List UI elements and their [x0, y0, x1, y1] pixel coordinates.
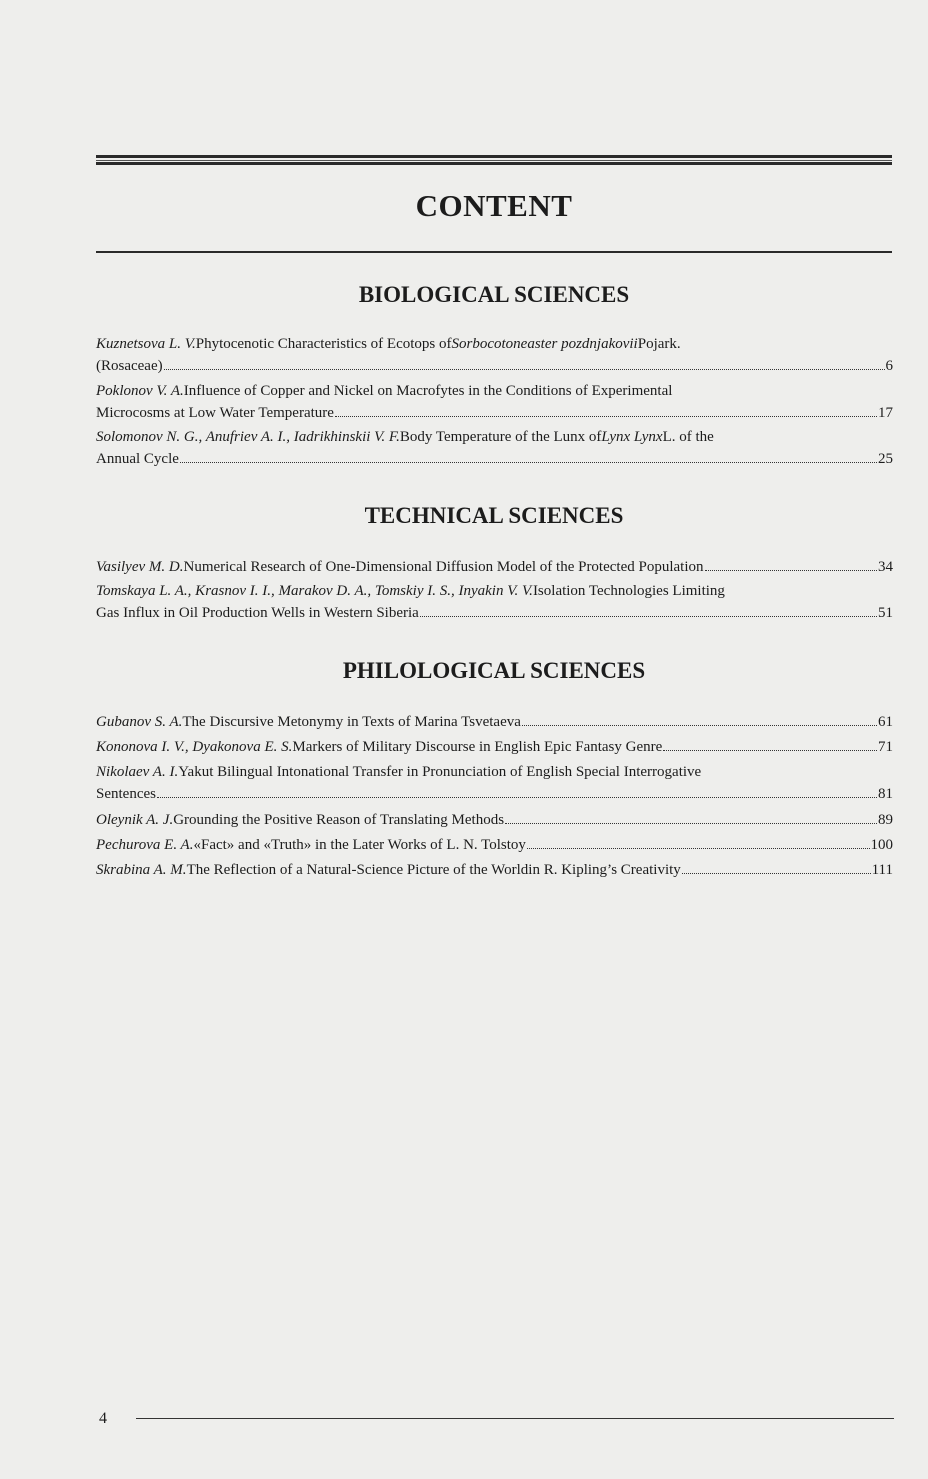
entry-authors: Kuznetsova L. V.: [96, 336, 196, 352]
toc-entry[interactable]: [96, 381, 893, 424]
toc-entry[interactable]: [96, 834, 893, 856]
dot-leader: [420, 602, 877, 617]
entry-title-line2: Annual Cycle: [96, 451, 179, 467]
entry-authors: Nikolaev A. I.: [96, 764, 179, 780]
entry-authors: Solomonov N. G., Anufriev A. I., Iadrikhinskii V. F.: [96, 429, 400, 445]
entry-page: 51: [878, 605, 893, 621]
dot-leader: [663, 736, 877, 751]
dot-leader: [335, 402, 877, 417]
entry-title-tail: L. of the: [662, 429, 714, 445]
entry-authors: Gubanov S. A.: [96, 714, 183, 730]
section-heading-philological: PHILOLOGICAL SCIENCES: [342, 658, 646, 683]
entry-title: The Reflection of a Natural-Science Picture of the Worldin R. Kipling’s Creativity: [186, 862, 681, 878]
toc-entry[interactable]: [96, 809, 893, 831]
footer-rule: [136, 1418, 894, 1419]
entry-title-line2: Sentences: [96, 786, 156, 802]
entry-authors: Kononova I. V., Dyakonova E. S.: [96, 739, 293, 755]
page-title: CONTENT: [415, 188, 573, 223]
toc-entry[interactable]: [96, 334, 893, 377]
entry-page: 25: [878, 451, 893, 467]
toc-entry[interactable]: [96, 859, 893, 881]
entry-page: 61: [878, 714, 893, 730]
entry-page: 34: [878, 559, 893, 575]
entry-page: 71: [878, 739, 893, 755]
toc-entry[interactable]: [96, 427, 893, 470]
section-heading-technical: TECHNICAL SCIENCES: [364, 503, 624, 528]
entry-authors: Poklonov V. A.: [96, 383, 184, 399]
entry-title: Numerical Research of One-Dimensional Diffusion Model of the Protected Population: [183, 559, 704, 575]
entry-authors: Tomskaya L. A., Krasnov I. I., Marakov D. A., Tomskiy I. S., Inyakin V. V.: [96, 583, 533, 599]
entry-title: The Discursive Metonymy in Texts of Marina Tsvetaeva: [182, 714, 521, 730]
dot-leader: [705, 556, 878, 571]
footer-page-number: 4: [99, 1410, 107, 1427]
entry-title-line2: Microcosms at Low Water Temperature: [96, 405, 334, 421]
dot-leader: [522, 711, 877, 726]
toc-entry[interactable]: [96, 736, 893, 758]
toc-entry[interactable]: [96, 711, 893, 733]
dot-leader: [164, 355, 885, 370]
dot-leader: [505, 809, 877, 824]
entry-title: Yakut Bilingual Intonational Transfer in Pronunciation of English Special Interrogative: [178, 764, 702, 780]
entry-title-line2: (Rosaceae): [96, 358, 163, 374]
entry-page: 111: [871, 862, 893, 878]
entry-title-italic: Lynx Lynx: [601, 429, 663, 445]
dot-leader: [527, 834, 870, 849]
entry-authors: Oleynik A. J.: [96, 812, 174, 828]
toc-entry[interactable]: [96, 581, 893, 624]
toc-entry[interactable]: [96, 556, 893, 578]
entry-page: 17: [878, 405, 893, 421]
toc-entry[interactable]: [96, 762, 893, 805]
entry-authors: Skrabina A. M.: [96, 862, 187, 878]
entry-title: «Fact» and «Truth» in the Later Works of L. N. Tolstoy: [193, 837, 526, 853]
entry-title-tail: Pojark.: [637, 336, 681, 352]
entry-page: 81: [878, 786, 893, 802]
entry-authors: Pechurova E. A.: [96, 837, 194, 853]
entry-title: Markers of Military Discourse in English Epic Fantasy Genre: [292, 739, 663, 755]
dot-leader: [682, 859, 871, 874]
entry-title: Phytocenotic Characteristics of Ecotops of: [195, 336, 452, 352]
title-rule: [96, 251, 892, 253]
entry-title: Grounding the Positive Reason of Translating Methods: [173, 812, 505, 828]
entry-page: 89: [878, 812, 893, 828]
entry-title: Body Temperature of the Lunx of: [399, 429, 602, 445]
top-double-rule: [96, 155, 892, 165]
entry-title: Isolation Technologies Limiting: [532, 583, 725, 599]
entry-authors: Vasilyev M. D.: [96, 559, 184, 575]
entry-title-line2: Gas Influx in Oil Production Wells in Western Siberia: [96, 605, 419, 621]
dot-leader: [157, 783, 877, 798]
entry-page: 6: [885, 358, 893, 374]
entry-title-italic: Sorbocotoneaster pozdnjakovii: [451, 336, 638, 352]
entry-title: Influence of Copper and Nickel on Macrofytes in the Conditions of Experimental: [183, 383, 673, 399]
dot-leader: [180, 448, 877, 463]
section-heading-biological: BIOLOGICAL SCIENCES: [358, 282, 630, 307]
entry-page: 100: [870, 837, 893, 853]
